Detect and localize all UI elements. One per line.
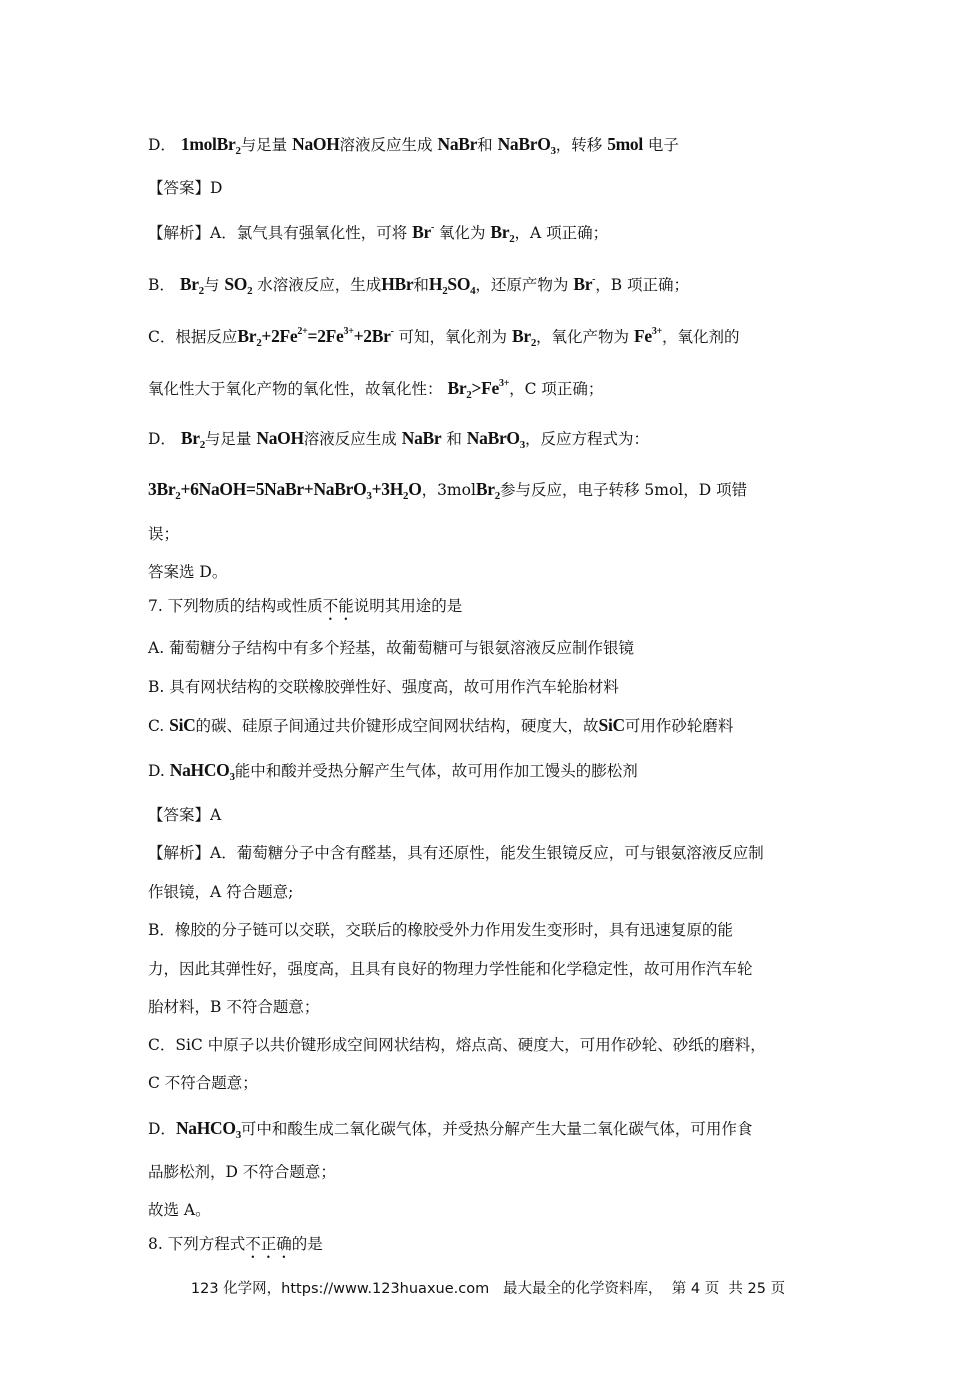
- q7-option-a: A. 葡萄糖分子结构中有多个羟基，故葡萄糖可与银氨溶液反应制作银镜: [148, 639, 635, 657]
- formula: SiC: [169, 715, 196, 735]
- formula: $Br_2$: [512, 326, 537, 349]
- q7-analysis-d-line2: 品膨松剂，D 不符合题意；: [148, 1163, 336, 1181]
- formula: HBr: [381, 274, 414, 294]
- q7-analysis-b-line2: 力，因此其弹性好，强度高，且具有良好的物理力学性能和化学稳定性，故可用作汽车轮: [148, 960, 753, 978]
- formula: $Br_2$: [475, 479, 500, 502]
- q7-analysis-d-line1: D．NaHCO$_3$可中和酸生成二氧化碳气体，并受热分解产生大量二氧化碳气体，可用作食: [148, 1118, 753, 1141]
- formula: 1molBr$_2$: [180, 134, 241, 157]
- formula: 5mol: [607, 134, 643, 154]
- formula: NaOH: [256, 428, 304, 448]
- formula: NaBr: [437, 134, 478, 154]
- q8-stem: 8. 下列方程式不正确的是: [148, 1235, 323, 1253]
- formula: NaBr: [401, 428, 442, 448]
- formula: $Fe^{3+}$: [634, 326, 662, 346]
- formula: NaHCO$_3$: [175, 1118, 241, 1141]
- formula: NaBrO$_3$: [497, 134, 556, 157]
- formula: Br-: [573, 274, 596, 294]
- emphasis-dots: 不正确: [245, 1235, 292, 1253]
- q7-analysis-c-line2: C 不符合题意；: [148, 1074, 258, 1092]
- q6-analysis-d-line1: D． $Br_2$与足量 NaOH溶液反应生成 NaBr 和 NaBrO$_3$，反应方程式为：: [148, 428, 649, 451]
- q7-answer: 【答案】A: [148, 806, 222, 824]
- formula: $Br_2$: [490, 222, 515, 245]
- q7-analysis-c-line1: C．SiC 中原子以共价键形成空间网状结构，熔点高、硬度大，可用作砂轮、砂纸的磨料，: [148, 1036, 766, 1054]
- q6-analysis-c-line1: C．根据反应$Br_2+2Fe^{2+}=2Fe^{3+}+2Br^-$ 可知，氧化剂为 $Br_2$，氧化产物为 $Fe^{3+}$，氧化剂的: [148, 326, 740, 349]
- q7-analysis-b-line1: B．橡胶的分子链可以交联，交联后的橡胶受外力作用发生变形时，具有迅速复原的能: [148, 921, 733, 939]
- q6-conclusion: 答案选 D。: [148, 563, 228, 581]
- page-footer: 123 化学网，https://www.123huaxue.com 最大最全的化学资料库， 第 4 页 共 25 页: [190, 1281, 786, 1297]
- q6-analysis-b: B． $Br_2$与 $SO_2$ 水溶液反应，生成HBr和$H_2SO_4$，还原产物为 Br-，B 项正确；: [148, 274, 690, 297]
- q7-option-b: B. 具有网状结构的交联橡胶弹性好、强度高，故可用作汽车轮胎材料: [148, 678, 619, 696]
- q7-stem: 7. 下列物质的结构或性质不能说明其用途的是: [148, 597, 463, 615]
- q6-analysis-a: 【解析】A．氯气具有强氧化性，可将 Br- 氧化为 $Br_2$，A 项正确；: [148, 222, 609, 245]
- formula: $H_2SO_4$: [428, 274, 476, 297]
- formula: $Br_2$: [180, 428, 205, 451]
- q7-option-d: D. NaHCO$_3$能中和酸并受热分解产生气体，故可用作加工馒头的膨松剂: [148, 760, 638, 783]
- q6-analysis-c-line2: 氧化性大于氧化产物的氧化性，故氧化性： $Br_2>Fe^{3+}$，C 项正确；: [148, 378, 604, 401]
- formula: Br-: [412, 222, 435, 242]
- formula: NaBrO$_3$: [466, 428, 525, 451]
- q6-answer: 【答案】D: [148, 179, 223, 197]
- formula: SiC: [598, 715, 625, 735]
- q7-conclusion: 故选 A。: [148, 1201, 211, 1219]
- formula: $Br_2+2Fe^{2+}=2Fe^{3+}+2Br^-$: [237, 326, 394, 349]
- q7-analysis-a-line2: 作银镜，A 符合题意;: [148, 883, 294, 901]
- formula: $SO_2$: [224, 274, 253, 297]
- q6-analysis-d-line3: 误；: [148, 525, 180, 543]
- q7-analysis-b-line3: 胎材料，B 不符合题意；: [148, 998, 320, 1016]
- formula: NaHCO$_3$: [169, 760, 235, 783]
- formula: NaOH: [292, 134, 340, 154]
- q7-analysis-a-line1: 【解析】A．葡萄糖分子中含有醛基，具有还原性，能发生银镜反应，可与银氨溶液反应制: [148, 844, 764, 862]
- formula: $Br_2$: [179, 274, 204, 297]
- emphasis-dots: 不能: [322, 597, 354, 615]
- q6-option-d: D． 1molBr$_2$与足量 NaOH溶液反应生成 NaBr和 NaBrO$_3$，转移 5mol 电子: [148, 134, 679, 157]
- q6-analysis-d-line2: $3Br_2+6NaOH=5NaBr+NaBrO_3+3H_2O$，3molBr$_2$参与反应，电子转移 5mol，D 项错: [148, 479, 748, 502]
- q7-option-c: C. SiC的碳、硅原子间通过共价键形成空间网状结构，硬度大，故SiC可用作砂轮磨料: [148, 715, 734, 735]
- formula: $Br_2>Fe^{3+}$: [447, 378, 510, 401]
- equation: $3Br_2+6NaOH=5NaBr+NaBrO_3+3H_2O$: [148, 479, 422, 502]
